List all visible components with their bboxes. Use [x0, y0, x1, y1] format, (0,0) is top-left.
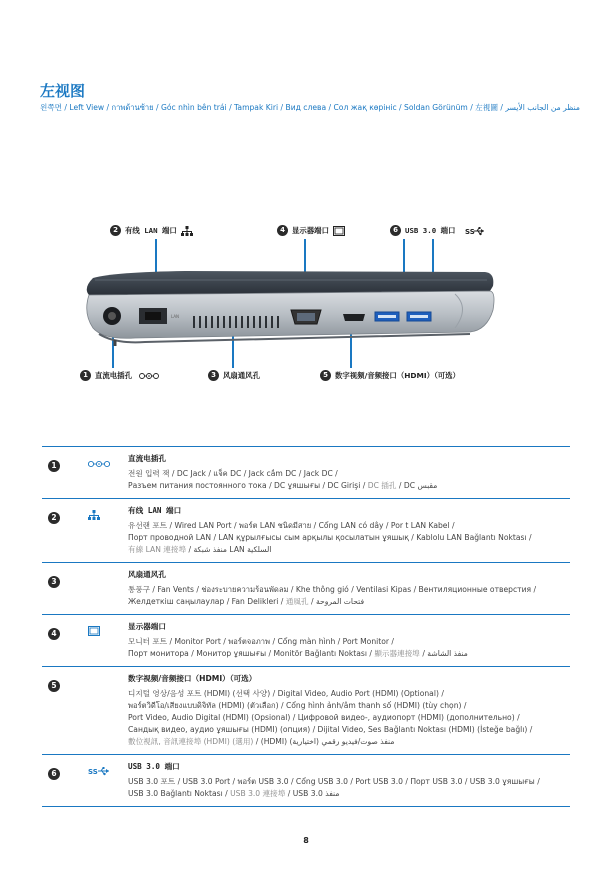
usb-ss-icon	[88, 766, 110, 776]
callout-fan-vents	[208, 370, 260, 381]
svg-text:SS: SS	[465, 227, 476, 236]
svg-text:LAN: LAN	[171, 314, 180, 319]
description-text: / DC مقبس	[396, 481, 438, 490]
description-line: พอร์ตวิดีโอ/เสียงแบบดิจิทัล (HDMI) (ตัวเลือก) / Cổng hình ảnh/âm thanh số (HDMI) (tùy chọn) /	[128, 701, 467, 710]
port-description	[128, 688, 566, 748]
table-row	[42, 755, 570, 807]
row-number: 2	[48, 512, 60, 524]
port-description	[128, 520, 566, 556]
page-title: 左视图	[40, 82, 86, 100]
callout-number: 4	[277, 225, 288, 236]
port-name: 直流电插孔	[128, 454, 166, 463]
description-line: 모니터 포트 / Monitor Port / พอร์ตจอภาพ / Cổng màn hình / Port Monitor /	[128, 637, 394, 646]
svg-text:SS: SS	[88, 768, 98, 776]
row-number: 5	[48, 680, 60, 692]
dc-jack-icon	[139, 372, 159, 380]
description-line	[128, 480, 566, 492]
description-text: USB 3.0 Bağlantı Noktası /	[128, 789, 231, 798]
description-text: / (HDMI) منفذ صوت/فيديو رقمي (اختيارية)	[253, 737, 395, 746]
callout-label: USB 3.0 端口	[405, 226, 456, 235]
port-description	[128, 468, 566, 492]
description-line: Port Video, Audio Digital (HDMI) (Opsional) / Цифровой видео-, аудиопорт (HDMI) (дополнительно) /	[128, 713, 520, 722]
description-line: 전원 입력 잭 / DC Jack / แจ็ค DC / Jack cắm DC / Jack DC /	[128, 469, 338, 478]
port-name: 数字视频/音频接口（HDMI）（可选）	[128, 674, 257, 683]
description-line: Порт проводной LAN / LAN құрылғысы сым арқылы қосылатын ұяшық / Kablolu LAN Bağlantı Noktası /	[128, 533, 532, 542]
callout-dc-jack	[80, 370, 159, 381]
description-text: / منفذ شبكة LAN السلكية	[186, 545, 272, 554]
port-description	[128, 776, 566, 800]
description-line	[128, 788, 566, 800]
callout-label: 风扇通风孔	[223, 371, 260, 380]
table-row	[42, 667, 570, 755]
description-chinese-traditional: 通風孔	[285, 597, 309, 606]
description-chinese-traditional: DC 插孔	[367, 481, 397, 490]
port-description	[128, 584, 566, 608]
description-line	[128, 648, 566, 660]
dc-jack-icon	[88, 460, 110, 468]
callout-number: 3	[208, 370, 219, 381]
callout-label: 直流电插孔	[95, 371, 132, 380]
table-row	[42, 563, 570, 615]
lan-icon	[181, 226, 193, 236]
row-number: 3	[48, 576, 60, 588]
table-row	[42, 615, 570, 667]
description-text: / فتحات المروحة	[308, 597, 365, 606]
description-line: Сандық видео, аудио ұяшығы (HDMI) (опция) / Dijital Video, Ses Bağlantı Noktası (HDMI) (İsteğe bağlı) /	[128, 725, 533, 734]
callout-usb	[390, 225, 485, 236]
monitor-icon	[88, 626, 100, 636]
description-line: 유선랜 포트 / Wired LAN Port / พอร์ต LAN ชนิดมีสาย / Cổng LAN có dây / Por t LAN Kabel /	[128, 521, 455, 530]
table-row	[42, 499, 570, 563]
description-chinese-traditional: 有線 LAN 連接埠	[128, 545, 187, 554]
callout-number: 1	[80, 370, 91, 381]
page-subtitle: 왼쪽면 / Left View / กาพด้านซ้าย / Góc nhìn bên trái / Tampak Kiri / Вид слева / Сол жақ көрініс / Soldan Görünüm / 左視圖 / منظر من الجانب الأيسر	[40, 103, 580, 112]
usb-ss-icon	[465, 226, 485, 236]
port-name: 有线 LAN 端口	[128, 506, 182, 515]
callout-number: 6	[390, 225, 401, 236]
description-text: Порт монитора / Монитор ұяшығы / Monitör Bağlantı Noktası /	[128, 649, 375, 658]
table-row	[42, 447, 570, 499]
port-name: USB 3.0 端口	[128, 762, 180, 771]
description-line	[128, 596, 566, 608]
ports-table	[42, 446, 570, 807]
monitor-icon	[333, 226, 345, 236]
callout-lan	[110, 225, 193, 236]
callout-label: 有线 LAN 端口	[125, 226, 177, 235]
description-text: / منفذ الشاشة	[419, 649, 468, 658]
callout-label: 显示器端口	[292, 226, 329, 235]
description-line: 디지털 영상/음성 포트 (HDMI) (선택 사양) / Digital Video, Audio Port (HDMI) (Optional) /	[128, 689, 444, 698]
callout-number: 5	[320, 370, 331, 381]
description-text: / USB 3.0 منفذ	[285, 789, 340, 798]
port-name: 风扇通风孔	[128, 570, 166, 579]
callout-label: 数字视频/音频接口（HDMI）（可选）	[335, 371, 460, 380]
lan-icon	[88, 510, 100, 520]
callout-number: 2	[110, 225, 121, 236]
description-text: Разъем питания постоянного тока / DC ұяшығы / DC Girişi /	[128, 481, 368, 490]
row-number: 6	[48, 768, 60, 780]
port-description	[128, 636, 566, 660]
description-line: USB 3.0 포트 / USB 3.0 Port / พอร์ต USB 3.0 / Cổng USB 3.0 / Port USB 3.0 / Порт USB 3.0 / USB 3.0 ұяшығы /	[128, 777, 540, 786]
description-line: 통풍구 / Fan Vents / ช่องระบายความร้อนพัดลม / Khe thông gió / Ventilasi Kipas / Вентиляционные отверстия /	[128, 585, 537, 594]
description-line	[128, 736, 566, 748]
callout-monitor	[277, 225, 345, 236]
description-chinese-traditional: USB 3.0 連接埠	[230, 789, 286, 798]
description-chinese-traditional: 顯示器連接埠	[374, 649, 420, 658]
port-name: 显示器端口	[128, 622, 166, 631]
callout-hdmi	[320, 370, 460, 381]
description-line	[128, 544, 566, 556]
row-number: 1	[48, 460, 60, 472]
row-number: 4	[48, 628, 60, 640]
description-chinese-traditional: 數位視訊, 音訊連接埠 (HDMI) (選用)	[128, 737, 254, 746]
page-number: 8	[303, 836, 309, 845]
description-text: Желдеткіш саңылаулар / Fan Delikleri /	[128, 597, 286, 606]
laptop-left-side-illustration	[75, 258, 505, 348]
